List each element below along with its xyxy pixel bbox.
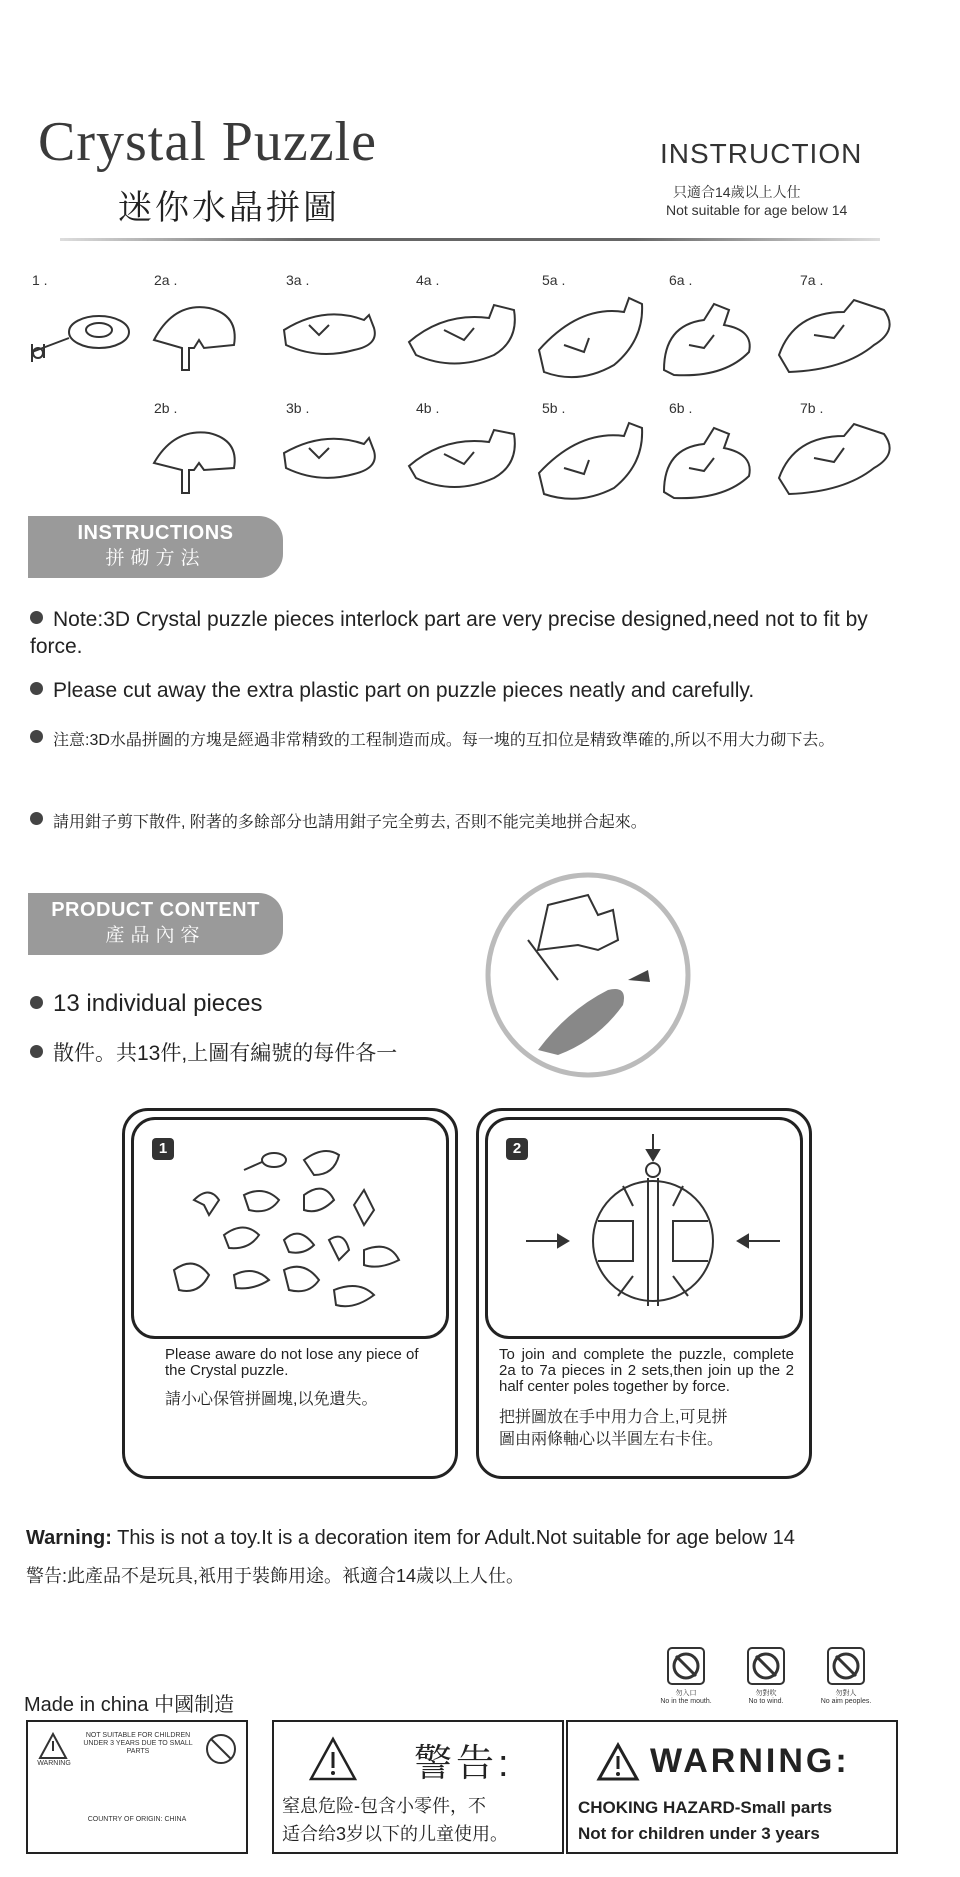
product-heading-en: PRODUCT CONTENT bbox=[51, 899, 260, 921]
multilang-title: NOT SUITABLE FOR CHILDREN UNDER 3 YEARS DUE TO SMALL PARTS bbox=[83, 1732, 193, 1755]
count-en: 13 individual pieces bbox=[53, 990, 263, 1017]
warning-cn: 警告:此產品不是玩具,衹用于裝飾用途。衹適合14歲以上人仕。 bbox=[26, 1566, 525, 1586]
cn-warning-text-2: 适合给3岁以下的儿童使用。 bbox=[282, 1824, 509, 1844]
step-1-text-cn: 請小心保管拼圖塊,以免遺失。 bbox=[165, 1391, 378, 1408]
piece-label: 7a . bbox=[800, 272, 824, 288]
step-1-panel bbox=[122, 1108, 458, 1479]
en-warning-title: WARNING: bbox=[650, 1742, 850, 1780]
piece-label: 2a . bbox=[154, 272, 178, 288]
cn-warning-title: 警告: bbox=[414, 1743, 513, 1785]
warning-text-en: This is not a toy.It is a decoration item for Adult.Not suitable for age below 14 bbox=[111, 1527, 795, 1549]
en-warning-text-1: CHOKING HAZARD-Small parts bbox=[578, 1798, 833, 1817]
warning-triangle-icon bbox=[308, 1736, 358, 1782]
piece-label: 4a . bbox=[416, 272, 440, 288]
step-1-number: 1 bbox=[152, 1138, 174, 1160]
header-divider bbox=[60, 238, 880, 241]
piece-label: 2b . bbox=[154, 400, 178, 416]
instructions-badge bbox=[28, 516, 283, 578]
instructions-heading-cn: 拼砌方法 bbox=[105, 548, 206, 569]
pieces-row-a-drawing bbox=[24, 290, 944, 382]
bullet-icon bbox=[30, 1045, 43, 1058]
safety-icon-aim bbox=[820, 1646, 872, 1705]
warning-triangle-icon bbox=[38, 1732, 68, 1760]
en-warning-text-2: Not for children under 3 years bbox=[578, 1824, 820, 1843]
step-2-number: 2 bbox=[506, 1138, 528, 1160]
piece-label: 5a . bbox=[542, 272, 566, 288]
no-aim-icon bbox=[820, 1646, 870, 1692]
safety-icon-wind bbox=[740, 1646, 790, 1705]
piece-label: 1 . bbox=[32, 272, 48, 288]
cn-warning-text-1: 窒息危险-包含小零件，不 bbox=[282, 1796, 486, 1816]
piece-label: 7b . bbox=[800, 400, 824, 416]
cut-en: Please cut away the extra plastic part on puzzle pieces neatly and carefully. bbox=[53, 679, 755, 702]
bullet-icon bbox=[30, 611, 43, 624]
warning-triangle-icon bbox=[596, 1742, 640, 1782]
assembly-diagram bbox=[498, 1126, 798, 1331]
piece-label: 3a . bbox=[286, 272, 310, 288]
en-warning-box bbox=[566, 1720, 898, 1854]
step-1-illustration bbox=[131, 1117, 449, 1339]
piece-label: 3b . bbox=[286, 400, 310, 416]
piece-label: 5b . bbox=[542, 400, 566, 416]
product-content-badge bbox=[28, 893, 283, 955]
note-cn: 注意:3D水晶拼圖的方塊是經過非常精致的工程制造而成。每一塊的互扣位是精致準確的,所以不用大力砌下去。 bbox=[53, 732, 835, 749]
instructions-heading-en: INSTRUCTIONS bbox=[77, 522, 234, 544]
cut-en-item bbox=[30, 677, 930, 704]
pieces-row-a bbox=[24, 272, 944, 382]
piece-label: 4b . bbox=[416, 400, 440, 416]
warning-label: Warning: bbox=[26, 1527, 112, 1549]
scattered-pieces bbox=[154, 1130, 434, 1330]
safety-caption-cn: 勿入口 bbox=[675, 1690, 697, 1697]
cut-cn-item bbox=[30, 812, 910, 834]
cut-cn: 請用鉗子剪下散件, 附著的多餘部分也請用鉗子完全剪去, 否則不能完美地拼合起來。 bbox=[53, 814, 647, 831]
safety-caption-en: No to wind. bbox=[748, 1698, 784, 1705]
multilang-warning-box bbox=[26, 1720, 248, 1854]
note-en-item bbox=[30, 606, 910, 660]
step-2-illustration bbox=[485, 1117, 803, 1339]
safety-icons bbox=[660, 1646, 880, 1716]
pieces-row-b-drawing bbox=[24, 418, 944, 500]
safety-caption-cn: 勿對人 bbox=[835, 1690, 857, 1697]
instruction-heading: INSTRUCTION bbox=[660, 138, 863, 169]
safety-caption-en: No in the mouth. bbox=[660, 1698, 712, 1705]
age-note-en: Not suitable for age below 14 bbox=[666, 202, 848, 218]
pieces-row-b bbox=[24, 400, 944, 500]
count-cn: 散件。共13件,上圖有編號的每件各一 bbox=[53, 1042, 398, 1065]
multilang-origin: COUNTRY OF ORIGIN: CHINA bbox=[87, 1816, 187, 1823]
no-wind-icon bbox=[740, 1646, 790, 1692]
safety-icon-mouth bbox=[660, 1646, 712, 1705]
bullet-icon bbox=[30, 730, 43, 743]
safety-caption-en: No aim peoples. bbox=[820, 1698, 872, 1705]
no-mouth-icon bbox=[660, 1646, 710, 1692]
product-heading-cn: 產品內容 bbox=[105, 925, 206, 946]
made-in: Made in china 中國制造 bbox=[24, 1694, 235, 1716]
cn-warning-box bbox=[272, 1720, 564, 1854]
step-2-panel bbox=[476, 1108, 812, 1479]
no-under-3-icon bbox=[204, 1732, 238, 1766]
count-cn-item bbox=[30, 1040, 397, 1067]
step-2-text-en: To join and complete the puzzle, complete 2a to 7a pieces in 2 sets,then join up the 2 half center poles together by force. bbox=[499, 1346, 794, 1395]
safety-caption-cn: 勿對吹 bbox=[755, 1690, 777, 1697]
cutting-illustration bbox=[478, 870, 698, 1080]
step-1-text-en: Please aware do not lose any piece of the Crystal puzzle. bbox=[165, 1346, 419, 1379]
piece-label: 6a . bbox=[669, 272, 693, 288]
title-cn: 迷你水晶拼圖 bbox=[118, 188, 340, 228]
title-en: Crystal Puzzle bbox=[38, 111, 378, 173]
multilang-warning-label: WARNING bbox=[37, 1760, 71, 1767]
step-2-text-cn: 把拼圖放在手中用力合上,可見拼圖由兩條軸心以半圓左右卡住。 bbox=[499, 1409, 728, 1448]
bullet-icon bbox=[30, 682, 43, 695]
count-en-item bbox=[30, 990, 262, 1017]
piece-label: 6b . bbox=[669, 400, 693, 416]
note-cn-item bbox=[30, 730, 880, 752]
warning-en bbox=[26, 1527, 795, 1550]
bullet-icon bbox=[30, 812, 43, 825]
bullet-icon bbox=[30, 996, 43, 1009]
age-note-cn: 只適合14歲以上人仕 bbox=[673, 184, 801, 200]
note-en: Note:3D Crystal puzzle pieces interlock part are very precise designed,need not to fit by force. bbox=[30, 608, 868, 658]
